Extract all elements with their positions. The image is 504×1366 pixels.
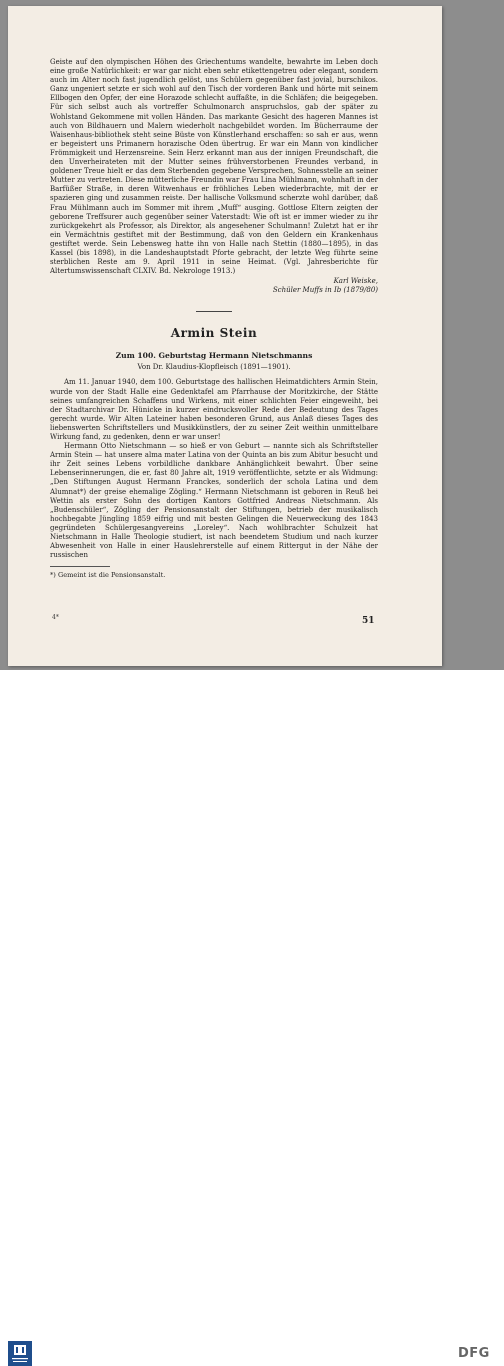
viewer-footer — [0, 670, 504, 1361]
dfg-logo: DFG — [458, 1346, 490, 1361]
author-signature-role: Schüler Muffs in Ib (1879/80) — [272, 286, 378, 295]
article-subtitle: Zum 100. Geburtstag Hermann Nietschmanns — [115, 351, 313, 361]
paragraph-body-2: Hermann Otto Nietschmann — so hieß er von Geburt — nannte sich als Schriftsteller Armin Stein — hat unsere alma mater Latina von der Quinta an bis zum Abitur besucht und ihr Zeit seines Lebens vorbildliche dankbare Anhänglichkeit bewahrt. Über seine Lebenserinnerungen, die er, fast 80 Jahre alt, 1919 veröffentlichte, setzte er als Widmung: „Den Stiftungen August Hermann Franckes, sonderlich der schola Latina und dem Alumnat*) der greise ehemalige Zögling.“ Hermann Nietschmann ist geboren in Reuß bei Wettin als erster Sohn des dortigen Kantors Gottfried Andreas Nietschmann. Als „Budenschüler“, Zögling der Pensionsanstalt der Stiftungen, betrieb der musikalisch hochbegabte Jüngling 1859 eifrig und mit besten Gelingen die Neuerweckung des 1843 gegründeten Schülergesangvereins „Loreley“. Nach wohlbrachter Schulzeit hat Nietschmann in Halle Theologie studiert, ist nach beendetem Studium und nach kurzer Abwesenheit von Halle in einer Hauslehrerstelle auf einem Rittergut in der Nähe der russischen — [50, 442, 378, 560]
footnote-rule — [50, 566, 110, 567]
paragraph-intro: Geiste auf den olympischen Höhen des Griechentums wandelte, bewahrte im Leben doch eine große Natürlichkeit: er war gar nicht eben sehr etikettengetreu oder elegant, sondern auch im Alter noch fast jugendlich gelöst, uns Schülern gegenüber fast jovial, burschikos. Ganz ungeniert setzte er sich wohl auf den Tisch der vorderen Bank und hörte mit seinem Ellbogen den Opfer, der eine Horazode schlecht auffaßte, in die Schläfen; die beigegeben. Für sich selbst auch als vortreffer Schulmonarch anspruchslos, gab der später zu Wohlstand Gekommene mit vollen Händen. Das markante Gesicht des hageren Mannes ist auch von Bildhauern und Malern wiederholt nachgebildet worden. Im Bücherraume der Waisenhaus-bibliothek steht seine Büste von Künstlerhand erschaffen: so sah er aus, wenn er begeistert uns Primanern horazische Oden übertrug. Er war ein Mann von kindlicher Frömmigkeit und Herzensreine. Sein Herz erkannt man aus der innigen Freundschaft, die den Unverheirateten mit der Mutter seines frühverstorbenen Freundes verband, in goldener Treue hielt er das dem Sterbenden gegebene Versprechen, Sohnesstelle an seiner Mutter zu vertreten. Diese mütterliche Freundin war Frau Lina Mühlmann, wohnhaft in der Barfüßer Straße, in deren Witwenhaus er fröhliches Leben wiederbrachte, mit der er spazieren ging und zusammen reiste. Der hallische Volksmund scherzte wohl darüber, daß Frau Mühlmann auch im Sommer mit ihrem „Muff“ ausging. Gottlose Eltern zeigten der geborene Treffsurer auch gegenüber seiner Vaterstadt: Wie oft ist er immer wieder zu ihr zurückgekehrt als Professor, als Direktor, als angesehener Schulmann! Zuletzt hat er ihr ein Vermächtnis gestiftet mit der Bestimmung, daß von den Geldern ein Krankenhaus gestiftet werde. Sein Lebensweg hatte ihn von Halle nach Stettin (1880—1895), in das Kassel (bis 1898), in die Landeshauptstadt Pforte gebracht, der letzte Weg führte seine sterblichen Reste am 9. April 1911 in seine Heimat. (Vgl. Jahresberichte für Altertumswissenschaft CLXIV. Bd. Nekrologe 1913.) — [50, 58, 378, 276]
article-author: Von Dr. Klaudius-Klopfleisch (1891—1901). — [137, 363, 291, 372]
francke-foundation-logo-icon — [8, 1341, 32, 1366]
footnote: *) Gemeint ist die Pensionsanstalt. — [50, 571, 166, 580]
section-divider — [196, 311, 232, 312]
printer-signature-mark: 4* — [52, 614, 59, 621]
page-number: 51 — [362, 616, 375, 626]
article-title: Armin Stein — [170, 326, 258, 341]
paragraph-body-1: Am 11. Januar 1940, dem 100. Geburtstage des hallischen Heimatdichters Armin Stein, wurde von der Stadt Halle eine Gedenktafel am Pfarrhause der Moritzkirche, der Stätte seines umfangreichen Schaffens und Wirkens, mit einer schlichten Feier eingeweiht, bei der Stadtarchivar Dr. Hünicke in kurzer eindrucksvoller Rede der Bedeutung des Tages gerecht wurde. Wir Alten Lateiner haben besonderen Grund, aus Anlaß dieses Tages des liebenswerten Schriftstellers und Musikkünstlers, der zu seiner Zeit weithin unmittelbare Wirkung fand, zu gedenken, denn er war unser! — [50, 378, 378, 441]
author-signature-name: Karl Weiske, — [333, 277, 378, 286]
page-content — [50, 58, 378, 580]
